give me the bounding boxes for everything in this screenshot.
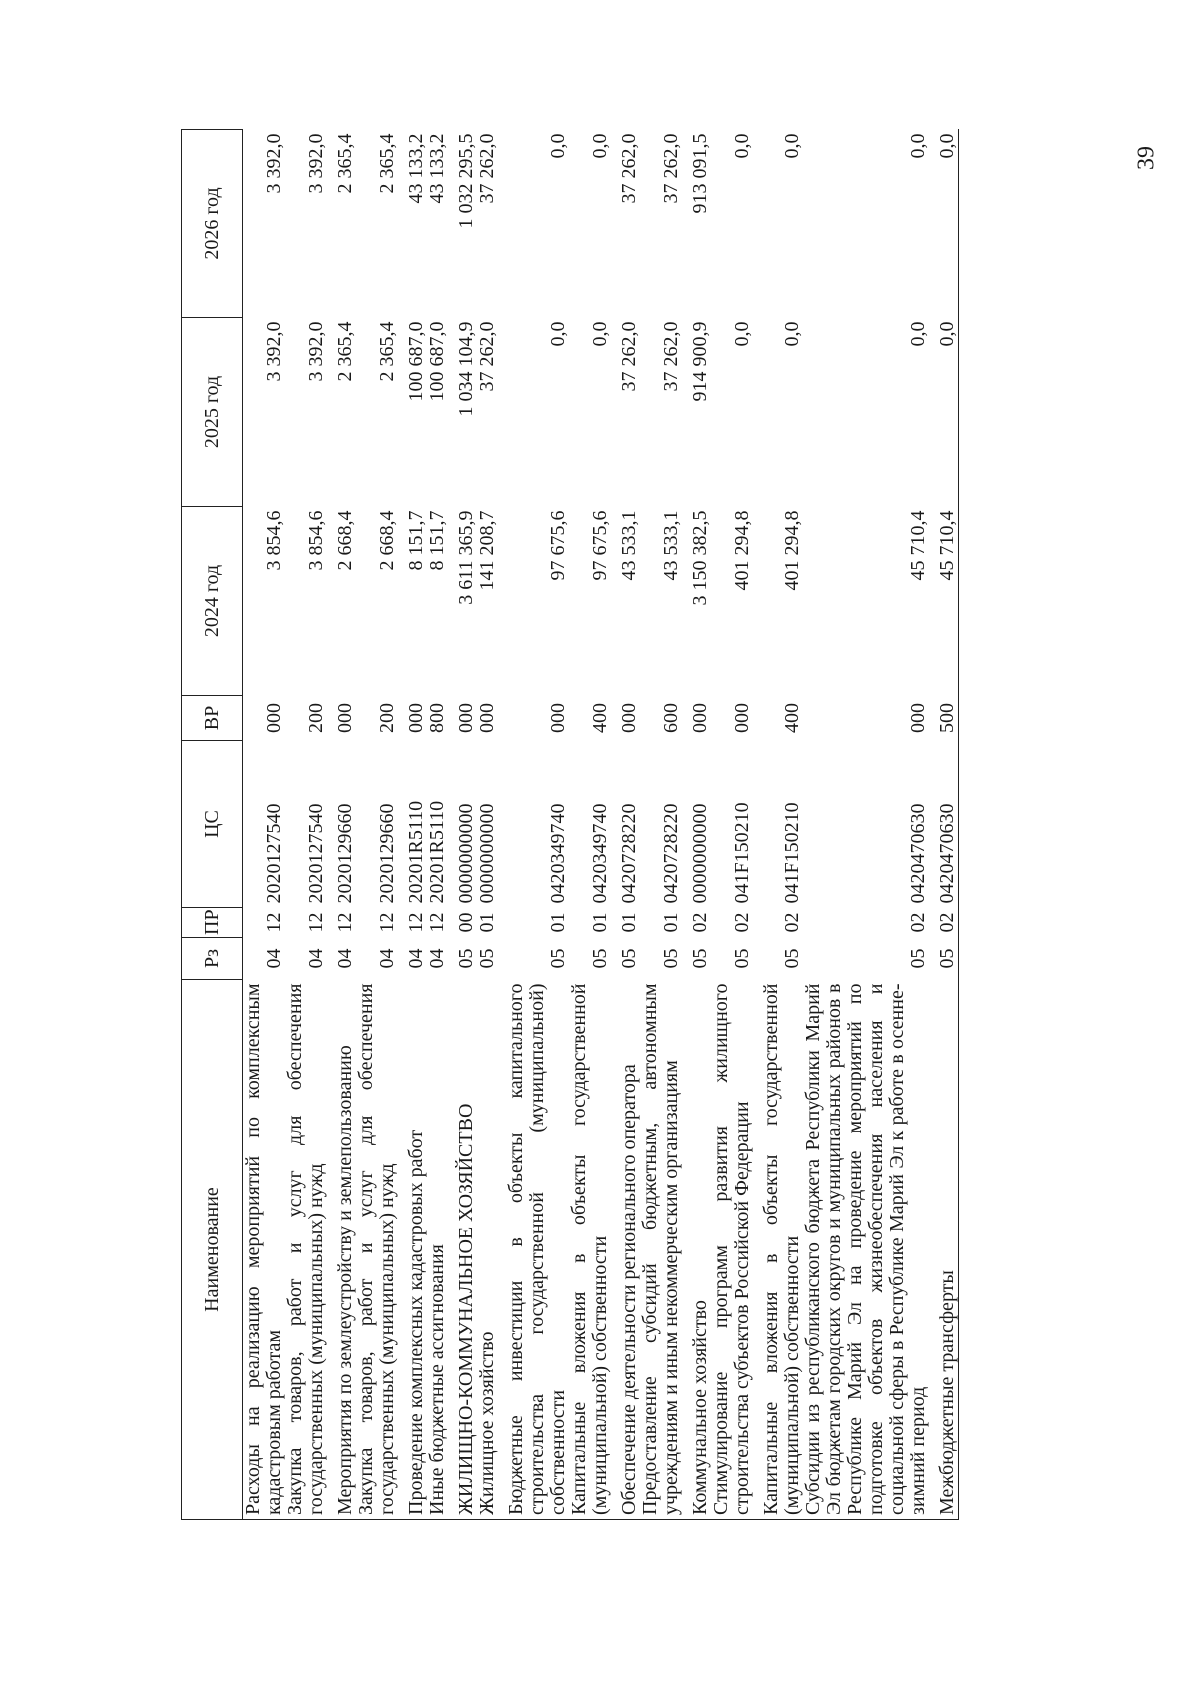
cell-2026: 43 133,2 (426, 133, 448, 204)
cell-vr: 000 (689, 703, 711, 733)
cell-2024: 8 151,7 (426, 510, 448, 571)
cell-pr: 12 (305, 912, 327, 933)
cell-name: Расходы на реализацию мероприятий по комплексным кадастровым работам (243, 980, 286, 1520)
cell-cs: 0420349740 (589, 803, 611, 904)
cell-name: Закупка товаров, работ и услуг для обеспечения государственных (муниципальных) нужд (285, 980, 327, 1520)
cell-2026: 2 365,4 (334, 133, 356, 194)
cell-name: Мероприятия по землеустройству и землепользованию (335, 980, 356, 1520)
cell-2026: 37 262,0 (476, 133, 498, 204)
cell-2024: 45 710,4 (937, 507, 959, 696)
cell-2025: 0,0 (907, 321, 929, 347)
cell-rz: 05 (547, 948, 569, 969)
cell-vr: 000 (907, 703, 929, 733)
cell-rz: 05 (937, 938, 959, 980)
table-row (761, 130, 803, 1520)
cell-rz: 05 (731, 948, 753, 969)
cell-2026: 913 091,5 (689, 133, 711, 214)
spacer-cell (753, 130, 761, 318)
cell-pr: 02 (781, 912, 803, 933)
cell-cs: 2020129660 (334, 803, 356, 904)
cell-2025: 37 262,0 (476, 321, 498, 392)
spacer-cell (498, 318, 506, 507)
cell-rz: 05 (781, 948, 803, 969)
cell-rz: 04 (426, 948, 448, 969)
table-row (285, 130, 327, 1520)
header-pr: ПР (182, 908, 243, 938)
cell-vr: 400 (589, 703, 611, 733)
cell-2026: 0,0 (781, 133, 803, 159)
cell-2026: 1 032 295,5 (455, 133, 477, 229)
cell-vr: 000 (547, 703, 569, 733)
cell-pr: 12 (405, 912, 427, 933)
cell-2026: 2 365,4 (376, 133, 398, 194)
spacer-cell (753, 938, 761, 980)
cell-name: Закупка товаров, работ и услуг для обеспечения государственных (муниципальных) нужд (356, 980, 398, 1520)
spacer-cell (498, 938, 506, 980)
spacer-cell (753, 741, 761, 908)
cell-2026: 0,0 (937, 130, 959, 318)
cell-cs: 041F150210 (731, 802, 753, 904)
cell-vr: 000 (405, 703, 427, 733)
table-row (937, 130, 959, 1520)
header-cs: ЦС (182, 741, 243, 908)
cell-rz: 05 (476, 948, 498, 969)
cell-2024: 45 710,4 (907, 510, 929, 581)
cell-name: Стимулирование программ развития жилищного строительства субъектов Российской Федерации (711, 980, 753, 1520)
cell-2025: 3 392,0 (263, 321, 285, 382)
spacer-cell (498, 908, 506, 938)
cell-pr: 01 (660, 912, 682, 933)
cell-2024: 401 294,8 (781, 510, 803, 591)
cell-cs: 0420728220 (660, 803, 682, 904)
cell-pr: 02 (907, 912, 929, 933)
spacer-cell (753, 507, 761, 696)
cell-rz: 05 (589, 948, 611, 969)
table-row (356, 130, 398, 1520)
cell-2024: 2 668,4 (334, 510, 356, 571)
cell-2024: 3 611 365,9 (455, 510, 477, 605)
cell-2025: 0,0 (937, 318, 959, 507)
cell-pr: 12 (376, 912, 398, 933)
cell-2024: 141 208,7 (476, 510, 498, 591)
table-row (406, 130, 427, 1520)
cell-name: Капитальные вложения в объекты государственной (муниципальной) собственности (569, 980, 611, 1520)
header-row (182, 130, 243, 1520)
cell-2025: 37 262,0 (660, 321, 682, 392)
cell-vr: 000 (455, 703, 477, 733)
cell-2025: 3 392,0 (305, 321, 327, 382)
cell-name: Иные бюджетные ассигнования (427, 980, 448, 1520)
cell-2025: 914 900,9 (689, 321, 711, 402)
cell-2024: 3 854,6 (263, 510, 285, 571)
cell-2024: 43 533,1 (618, 510, 640, 581)
cell-vr: 000 (334, 703, 356, 733)
header-2024: 2024 год (182, 507, 243, 696)
cell-pr: 12 (426, 912, 448, 933)
cell-2025: 0,0 (589, 321, 611, 347)
cell-2024: 3 150 382,5 (689, 510, 711, 606)
spacer-cell (498, 507, 506, 696)
cell-name: Капитальные вложения в объекты государственной (муниципальной) собственности (761, 980, 803, 1520)
cell-cs: 2020127540 (263, 803, 285, 904)
cell-2026: 0,0 (731, 133, 753, 159)
cell-pr: 12 (334, 912, 356, 933)
cell-rz: 04 (405, 948, 427, 969)
cell-2026: 0,0 (547, 133, 569, 159)
cell-pr: 02 (731, 912, 753, 933)
cell-cs: 0000000000 (455, 803, 477, 904)
cell-pr: 00 (455, 912, 477, 933)
table-row (335, 130, 356, 1520)
cell-2025: 2 365,4 (334, 321, 356, 382)
cell-2024: 2 668,4 (376, 510, 398, 571)
spacer-cell (753, 318, 761, 507)
cell-vr: 500 (937, 696, 959, 741)
cell-name: ЖИЛИЩНО-КОММУНАЛЬНОЕ ХОЗЯЙСТВО (456, 980, 477, 1520)
cell-2024: 97 675,6 (547, 510, 569, 581)
cell-2025: 1 034 104,9 (455, 321, 477, 417)
header-2026: 2026 год (182, 130, 243, 318)
cell-vr: 000 (618, 703, 640, 733)
rotated-page-content (181, 130, 961, 1520)
cell-vr: 000 (731, 703, 753, 733)
table-row (619, 130, 640, 1520)
cell-2026: 43 133,2 (405, 133, 427, 204)
table-row (640, 130, 682, 1520)
cell-pr: 02 (689, 912, 711, 933)
cell-rz: 05 (618, 948, 640, 969)
cell-rz: 04 (376, 948, 398, 969)
cell-name: Коммунальное хозяйство (690, 980, 711, 1520)
header-2025: 2025 год (182, 318, 243, 507)
cell-pr: 12 (263, 912, 285, 933)
page-number: 39 (1133, 146, 1160, 170)
cell-name: Субсидии из республиканского бюджета Республики Марий Эл бюджетам городских округов и муниципальных районов в Республике Марий Эл на проведение мероприятий по подготовке объектов жизнеобеспечения населения и социальной сферы в Республике Марий Эл к работе в осенне-зимний период (803, 980, 929, 1520)
table-row (569, 130, 611, 1520)
cell-name: Проведение комплексных кадастровых работ (406, 980, 427, 1520)
cell-2026: 0,0 (589, 133, 611, 159)
cell-2025: 0,0 (781, 321, 803, 347)
cell-cs: 2020129660 (376, 803, 398, 904)
cell-pr: 01 (476, 912, 498, 933)
cell-rz: 05 (689, 948, 711, 969)
cell-rz: 05 (907, 948, 929, 969)
cell-2025: 0,0 (731, 321, 753, 347)
cell-2024: 8 151,7 (405, 510, 427, 571)
cell-name: Бюджетные инвестиции в объекты капитального строительства государственной (муниципальной) собственности (506, 980, 569, 1520)
cell-name: Межбюджетные трансферты (937, 980, 959, 1520)
cell-rz: 05 (455, 948, 477, 969)
cell-2026: 37 262,0 (660, 133, 682, 204)
cell-vr: 800 (426, 703, 448, 733)
cell-vr: 000 (263, 703, 285, 733)
cell-vr: 200 (376, 703, 398, 733)
cell-vr: 600 (660, 703, 682, 733)
spacer-cell (498, 741, 506, 908)
header-vr: ВР (182, 696, 243, 741)
table-row (803, 130, 929, 1520)
cell-rz: 04 (334, 948, 356, 969)
cell-pr: 02 (937, 908, 959, 938)
cell-2025: 2 365,4 (376, 321, 398, 382)
cell-name: Предоставление субсидий бюджетным, автономным учреждениям и иным некоммерческим организациям (640, 980, 682, 1520)
cell-rz: 04 (305, 948, 327, 969)
cell-2026: 37 262,0 (618, 133, 640, 204)
cell-2025: 37 262,0 (618, 321, 640, 392)
table-row (711, 130, 753, 1520)
cell-pr: 01 (589, 912, 611, 933)
cell-rz: 05 (660, 948, 682, 969)
cell-cs: 0000000000 (689, 803, 711, 904)
header-rz: Рз (182, 938, 243, 980)
cell-2024: 401 294,8 (731, 510, 753, 591)
cell-2026: 0,0 (907, 133, 929, 159)
cell-2025: 100 687,0 (405, 321, 427, 402)
cell-cs: 2020127540 (305, 803, 327, 904)
table-row (456, 130, 477, 1520)
table-row (690, 130, 711, 1520)
cell-cs: 041F150210 (781, 802, 803, 904)
cell-pr: 01 (547, 912, 569, 933)
table-row (427, 130, 448, 1520)
cell-name: Обеспечение деятельности регионального оператора (619, 980, 640, 1520)
cell-cs: 0420728220 (618, 803, 640, 904)
header-name: Наименование (182, 980, 243, 1520)
table-row (506, 130, 569, 1520)
cell-cs: 0000000000 (476, 803, 498, 904)
budget-table (181, 129, 959, 1520)
cell-2024: 43 533,1 (660, 510, 682, 581)
cell-2025: 0,0 (547, 321, 569, 347)
cell-pr: 01 (618, 912, 640, 933)
cell-2026: 3 392,0 (305, 133, 327, 194)
spacer-cell (498, 130, 506, 318)
cell-cs: 0420470630 (907, 803, 929, 904)
cell-vr: 000 (476, 703, 498, 733)
spacer-cell (753, 908, 761, 938)
cell-2024: 3 854,6 (305, 510, 327, 571)
table-body (243, 130, 959, 1520)
cell-cs: 20201R5110 (426, 800, 448, 904)
cell-2026: 3 392,0 (263, 133, 285, 194)
spacer-cell (753, 696, 761, 741)
cell-vr: 400 (781, 703, 803, 733)
cell-cs: 20201R5110 (405, 800, 427, 904)
cell-cs: 0420349740 (547, 803, 569, 904)
cell-2024: 97 675,6 (589, 510, 611, 581)
cell-rz: 04 (263, 948, 285, 969)
table-row (477, 130, 498, 1520)
cell-vr: 200 (305, 703, 327, 733)
cell-cs: 0420470630 (937, 741, 959, 908)
table-row (243, 130, 286, 1520)
spacer-cell (498, 696, 506, 741)
cell-2025: 100 687,0 (426, 321, 448, 402)
cell-name: Жилищное хозяйство (477, 980, 498, 1520)
